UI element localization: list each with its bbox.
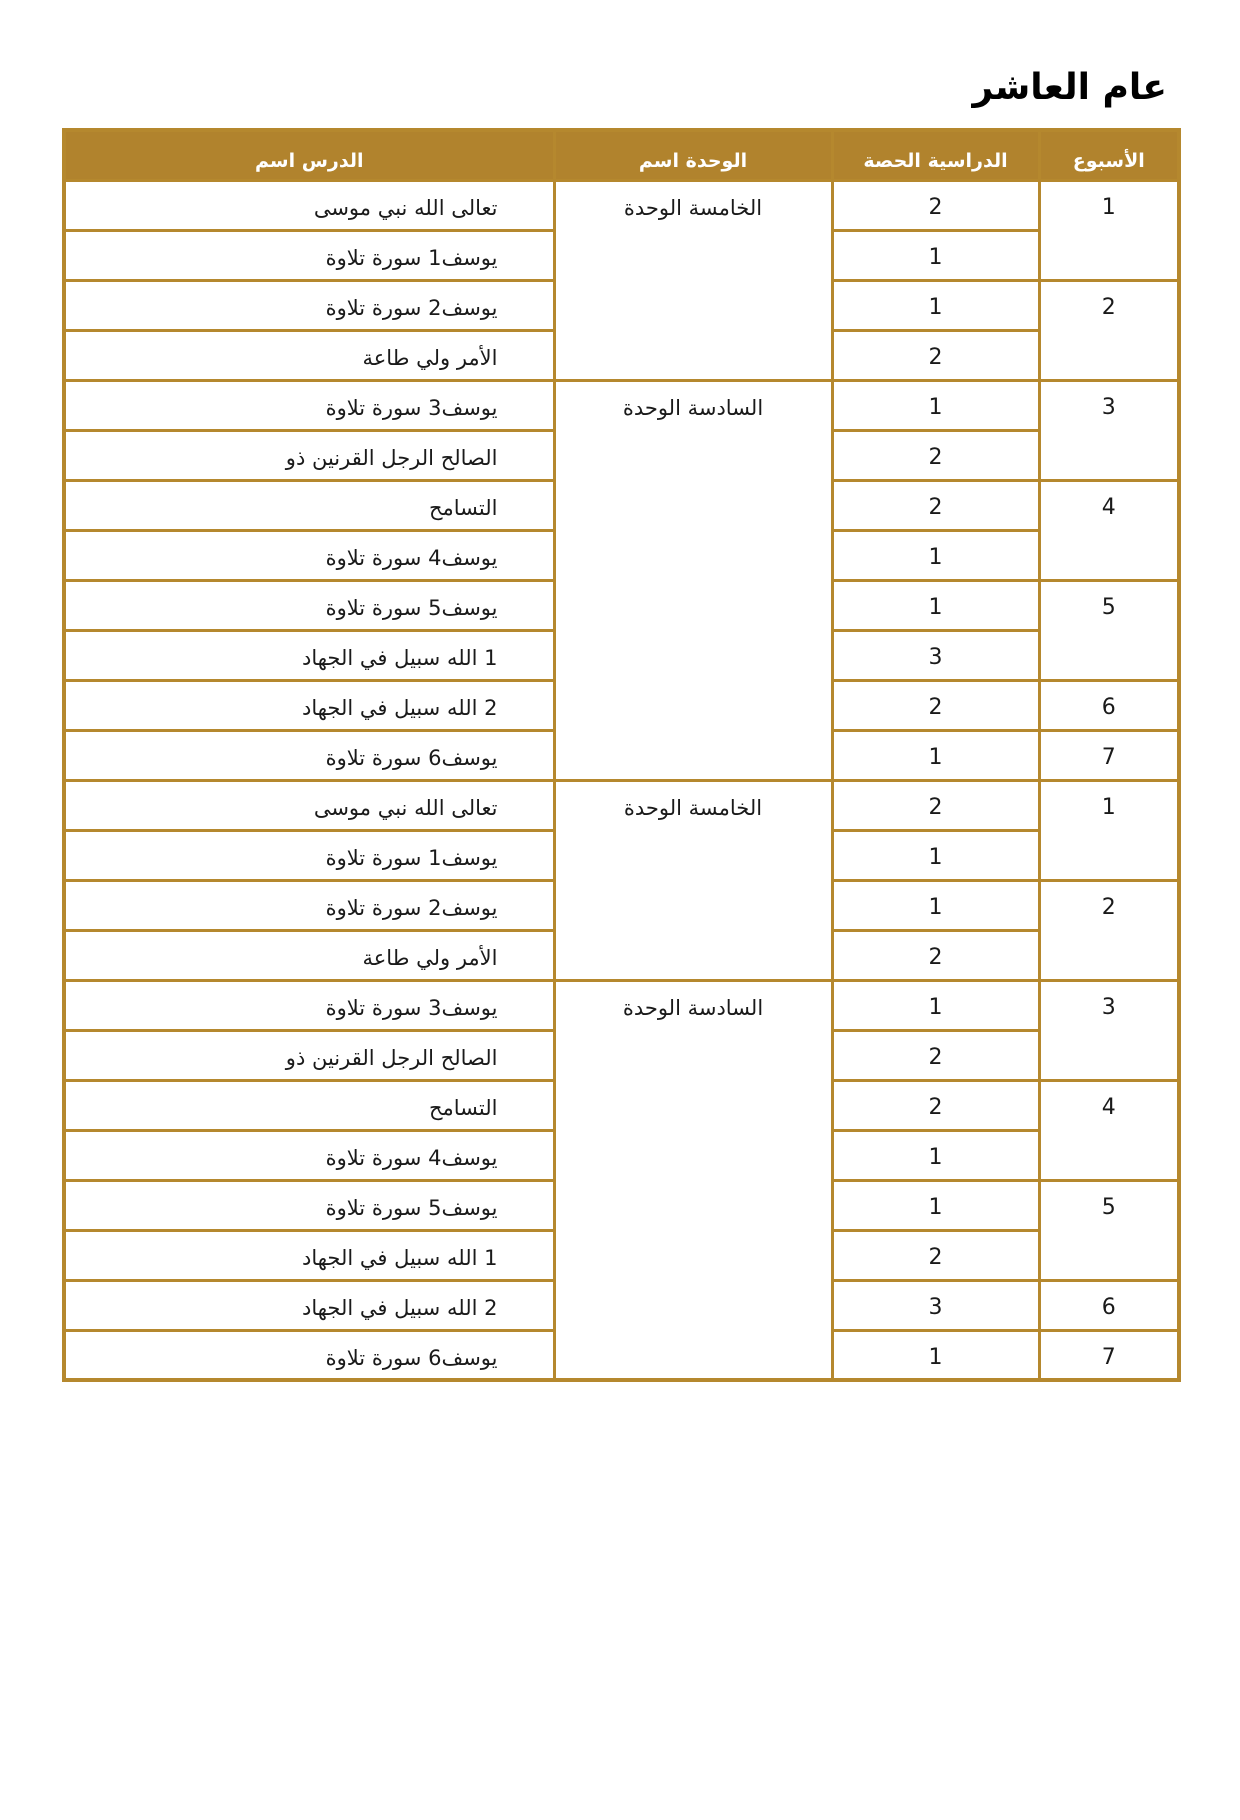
word-token: تلاوة bbox=[325, 545, 366, 570]
word-token: 2 bbox=[484, 695, 498, 720]
period-cell bbox=[832, 680, 1039, 730]
word-token: تلاوة bbox=[325, 845, 366, 870]
word-token: 2 bbox=[928, 194, 943, 220]
word-token: 1 bbox=[928, 594, 943, 620]
word-token: 7 bbox=[1101, 1344, 1116, 1370]
lesson-cell bbox=[64, 330, 554, 380]
word-token: اسم bbox=[638, 150, 680, 172]
word-token: الجهاد bbox=[301, 695, 354, 720]
lesson-cell bbox=[64, 1230, 554, 1280]
word-token: 6 bbox=[1101, 1294, 1116, 1320]
period-cell bbox=[832, 280, 1039, 330]
word-token: يوسف5 bbox=[428, 595, 498, 620]
word-token: 4 bbox=[1101, 1094, 1116, 1120]
word-token: سورة bbox=[371, 845, 422, 870]
word-token: 2 bbox=[928, 1094, 943, 1120]
period-cell bbox=[832, 1080, 1039, 1130]
word-token: الله bbox=[446, 1245, 478, 1270]
word-token: تلاوة bbox=[325, 245, 366, 270]
header-row bbox=[64, 130, 1179, 180]
word-token: الوحدة bbox=[622, 995, 681, 1020]
word-token: تلاوة bbox=[325, 995, 366, 1020]
word-token: تعالى bbox=[451, 795, 498, 820]
period-cell bbox=[832, 980, 1039, 1030]
word-token: سورة bbox=[371, 295, 422, 320]
word-token: تلاوة bbox=[325, 1195, 366, 1220]
word-token: سورة bbox=[371, 395, 422, 420]
word-token: 3 bbox=[928, 1294, 943, 1320]
word-token: التسامح bbox=[428, 1095, 498, 1120]
word-token: نبي bbox=[377, 795, 408, 820]
period-cell bbox=[832, 730, 1039, 780]
week-cell bbox=[1039, 580, 1179, 680]
word-token: 2 bbox=[928, 444, 943, 470]
word-token: 2 bbox=[928, 344, 943, 370]
lesson-cell bbox=[64, 1030, 554, 1080]
word-token: الرجل bbox=[381, 1045, 435, 1070]
word-token: 1 bbox=[928, 1344, 943, 1370]
word-token: الوحدة bbox=[622, 395, 681, 420]
word-token: الله bbox=[446, 1295, 478, 1320]
word-token: 6 bbox=[1101, 694, 1116, 720]
word-token: 5 bbox=[1101, 1194, 1116, 1220]
header-unit-name bbox=[554, 130, 832, 180]
word-token: 4 bbox=[1101, 494, 1116, 520]
period-cell bbox=[832, 230, 1039, 280]
word-token: 5 bbox=[1101, 594, 1116, 620]
table-body bbox=[64, 180, 1179, 1380]
lesson-cell bbox=[64, 930, 554, 980]
word-token: السادسة bbox=[687, 995, 764, 1020]
word-token: ولي bbox=[416, 345, 451, 370]
word-token: سورة bbox=[371, 1145, 422, 1170]
word-token: 1 bbox=[928, 294, 943, 320]
word-token: الحصة bbox=[863, 150, 921, 172]
word-token: طاعة bbox=[362, 345, 410, 370]
lesson-cell bbox=[64, 380, 554, 430]
word-token: 1 bbox=[928, 994, 943, 1020]
word-token: العاشر bbox=[972, 67, 1090, 108]
word-token: يوسف1 bbox=[428, 245, 498, 270]
period-cell bbox=[832, 580, 1039, 630]
word-token: السادسة bbox=[687, 395, 764, 420]
lesson-cell bbox=[64, 980, 554, 1030]
word-token: سورة bbox=[371, 895, 422, 920]
lesson-cell bbox=[64, 880, 554, 930]
unit-cell bbox=[554, 380, 832, 780]
word-token: 1 bbox=[928, 844, 943, 870]
week-cell bbox=[1039, 730, 1179, 780]
lesson-cell bbox=[64, 730, 554, 780]
week-cell bbox=[1039, 1280, 1179, 1330]
word-token: 7 bbox=[1101, 744, 1116, 770]
word-token: الأمر bbox=[456, 345, 498, 370]
table-row bbox=[64, 980, 1179, 1030]
word-token: يوسف3 bbox=[428, 995, 498, 1020]
lesson-cell bbox=[64, 480, 554, 530]
period-cell bbox=[832, 930, 1039, 980]
lesson-cell bbox=[64, 680, 554, 730]
word-token: 3 bbox=[1101, 994, 1116, 1020]
word-token: 1 bbox=[928, 744, 943, 770]
word-token: ذو bbox=[285, 1045, 306, 1070]
lesson-cell bbox=[64, 530, 554, 580]
word-token: الجهاد bbox=[301, 645, 354, 670]
lesson-cell bbox=[64, 230, 554, 280]
word-token: تلاوة bbox=[325, 1345, 366, 1370]
word-token: في bbox=[359, 1295, 388, 1320]
page-title bbox=[62, 66, 1177, 110]
week-cell bbox=[1039, 480, 1179, 580]
word-token: سبيل bbox=[394, 645, 441, 670]
word-token: القرنين bbox=[311, 445, 375, 470]
header-week bbox=[1039, 130, 1179, 180]
word-token: في bbox=[359, 1245, 388, 1270]
word-token: الوحدة bbox=[623, 195, 682, 220]
unit-cell bbox=[554, 780, 832, 980]
word-token: القرنين bbox=[311, 1045, 375, 1070]
word-token: 2 bbox=[928, 494, 943, 520]
word-token: الله bbox=[446, 695, 478, 720]
header-period bbox=[832, 130, 1039, 180]
word-token: موسى bbox=[313, 195, 372, 220]
lesson-cell bbox=[64, 1330, 554, 1380]
week-cell bbox=[1039, 280, 1179, 380]
period-cell bbox=[832, 480, 1039, 530]
period-cell bbox=[832, 630, 1039, 680]
word-token: موسى bbox=[313, 795, 372, 820]
word-token: يوسف2 bbox=[428, 895, 498, 920]
word-token: 1 bbox=[928, 894, 943, 920]
lesson-cell bbox=[64, 1180, 554, 1230]
word-token: 1 bbox=[928, 544, 943, 570]
word-token: 1 bbox=[1101, 794, 1116, 820]
unit-cell bbox=[554, 980, 832, 1380]
word-token: الله bbox=[414, 195, 445, 220]
word-token: التسامح bbox=[428, 495, 498, 520]
word-token: سورة bbox=[371, 1195, 422, 1220]
word-token: سورة bbox=[371, 595, 422, 620]
word-token: سورة bbox=[371, 995, 422, 1020]
word-token: نبي bbox=[377, 195, 408, 220]
period-cell bbox=[832, 1030, 1039, 1080]
lesson-cell bbox=[64, 630, 554, 680]
word-token: في bbox=[359, 695, 388, 720]
week-cell bbox=[1039, 1180, 1179, 1280]
lesson-cell bbox=[64, 280, 554, 330]
week-cell bbox=[1039, 180, 1179, 280]
word-token: سورة bbox=[371, 745, 422, 770]
word-token: الوحدة bbox=[685, 150, 748, 172]
word-token: 3 bbox=[928, 644, 943, 670]
word-token: سبيل bbox=[394, 1245, 441, 1270]
lesson-cell bbox=[64, 180, 554, 230]
word-token: طاعة bbox=[362, 945, 410, 970]
word-token: الوحدة bbox=[623, 795, 682, 820]
period-cell bbox=[832, 1130, 1039, 1180]
period-cell bbox=[832, 780, 1039, 830]
word-token: تلاوة bbox=[325, 295, 366, 320]
word-token: تلاوة bbox=[325, 895, 366, 920]
document-page bbox=[62, 66, 1177, 1382]
word-token: سبيل bbox=[394, 695, 441, 720]
week-cell bbox=[1039, 1330, 1179, 1380]
word-token: سورة bbox=[371, 245, 422, 270]
lesson-cell bbox=[64, 830, 554, 880]
word-token: تلاوة bbox=[325, 1145, 366, 1170]
word-token: ولي bbox=[416, 945, 451, 970]
word-token: الجهاد bbox=[301, 1295, 354, 1320]
word-token: 1 bbox=[928, 244, 943, 270]
word-token: الجهاد bbox=[301, 1245, 354, 1270]
period-cell bbox=[832, 830, 1039, 880]
week-cell bbox=[1039, 780, 1179, 880]
word-token: 1 bbox=[484, 645, 498, 670]
word-token: سورة bbox=[371, 545, 422, 570]
word-token: الخامسة bbox=[688, 795, 763, 820]
word-token: 1 bbox=[1101, 194, 1116, 220]
word-token: الدراسية bbox=[927, 150, 1008, 172]
table-row bbox=[64, 380, 1179, 430]
lesson-cell bbox=[64, 1130, 554, 1180]
word-token: يوسف5 bbox=[428, 1195, 498, 1220]
word-token: يوسف2 bbox=[428, 295, 498, 320]
word-token: يوسف4 bbox=[428, 1145, 498, 1170]
lesson-cell bbox=[64, 580, 554, 630]
word-token: تلاوة bbox=[325, 595, 366, 620]
week-cell bbox=[1039, 880, 1179, 980]
period-cell bbox=[832, 1330, 1039, 1380]
word-token: 2 bbox=[928, 694, 943, 720]
word-token: يوسف6 bbox=[428, 1345, 498, 1370]
word-token: الصالح bbox=[440, 1045, 498, 1070]
week-cell bbox=[1039, 380, 1179, 480]
table-row bbox=[64, 780, 1179, 830]
word-token: يوسف1 bbox=[428, 845, 498, 870]
period-cell bbox=[832, 330, 1039, 380]
period-cell bbox=[832, 1280, 1039, 1330]
word-token: 2 bbox=[928, 794, 943, 820]
word-token: 2 bbox=[928, 944, 943, 970]
word-token: 2 bbox=[484, 1295, 498, 1320]
table-row bbox=[64, 180, 1179, 230]
period-cell bbox=[832, 380, 1039, 430]
period-cell bbox=[832, 1230, 1039, 1280]
word-token: الأمر bbox=[456, 945, 498, 970]
word-token: 2 bbox=[928, 1044, 943, 1070]
word-token: عام bbox=[1102, 67, 1167, 108]
week-cell bbox=[1039, 1080, 1179, 1180]
word-token: 2 bbox=[1101, 894, 1116, 920]
period-cell bbox=[832, 880, 1039, 930]
word-token: يوسف4 bbox=[428, 545, 498, 570]
table-header bbox=[64, 130, 1179, 180]
word-token: الله bbox=[446, 645, 478, 670]
period-cell bbox=[832, 1180, 1039, 1230]
word-token: 1 bbox=[928, 1194, 943, 1220]
word-token: الأسبوع bbox=[1072, 150, 1145, 172]
word-token: تلاوة bbox=[325, 745, 366, 770]
word-token: سورة bbox=[371, 1345, 422, 1370]
header-lesson-name bbox=[64, 130, 554, 180]
word-token: يوسف6 bbox=[428, 745, 498, 770]
word-token: في bbox=[359, 645, 388, 670]
word-token: 1 bbox=[928, 1144, 943, 1170]
word-token: 2 bbox=[928, 1244, 943, 1270]
lesson-cell bbox=[64, 1280, 554, 1330]
lesson-cell bbox=[64, 780, 554, 830]
word-token: اسم bbox=[254, 150, 296, 172]
lesson-cell bbox=[64, 1080, 554, 1130]
word-token: 1 bbox=[928, 394, 943, 420]
period-cell bbox=[832, 530, 1039, 580]
word-token: 1 bbox=[484, 1245, 498, 1270]
schedule-table bbox=[62, 128, 1181, 1382]
word-token: الرجل bbox=[381, 445, 435, 470]
period-cell bbox=[832, 180, 1039, 230]
word-token: الدرس bbox=[301, 150, 364, 172]
word-token: الخامسة bbox=[688, 195, 763, 220]
word-token: سبيل bbox=[394, 1295, 441, 1320]
week-cell bbox=[1039, 680, 1179, 730]
lesson-cell bbox=[64, 430, 554, 480]
period-cell bbox=[832, 430, 1039, 480]
word-token: يوسف3 bbox=[428, 395, 498, 420]
word-token: 3 bbox=[1101, 394, 1116, 420]
word-token: الصالح bbox=[440, 445, 498, 470]
week-cell bbox=[1039, 980, 1179, 1080]
unit-cell bbox=[554, 180, 832, 380]
word-token: تلاوة bbox=[325, 395, 366, 420]
word-token: الله bbox=[414, 795, 445, 820]
word-token: تعالى bbox=[451, 195, 498, 220]
word-token: ذو bbox=[285, 445, 306, 470]
word-token: 2 bbox=[1101, 294, 1116, 320]
